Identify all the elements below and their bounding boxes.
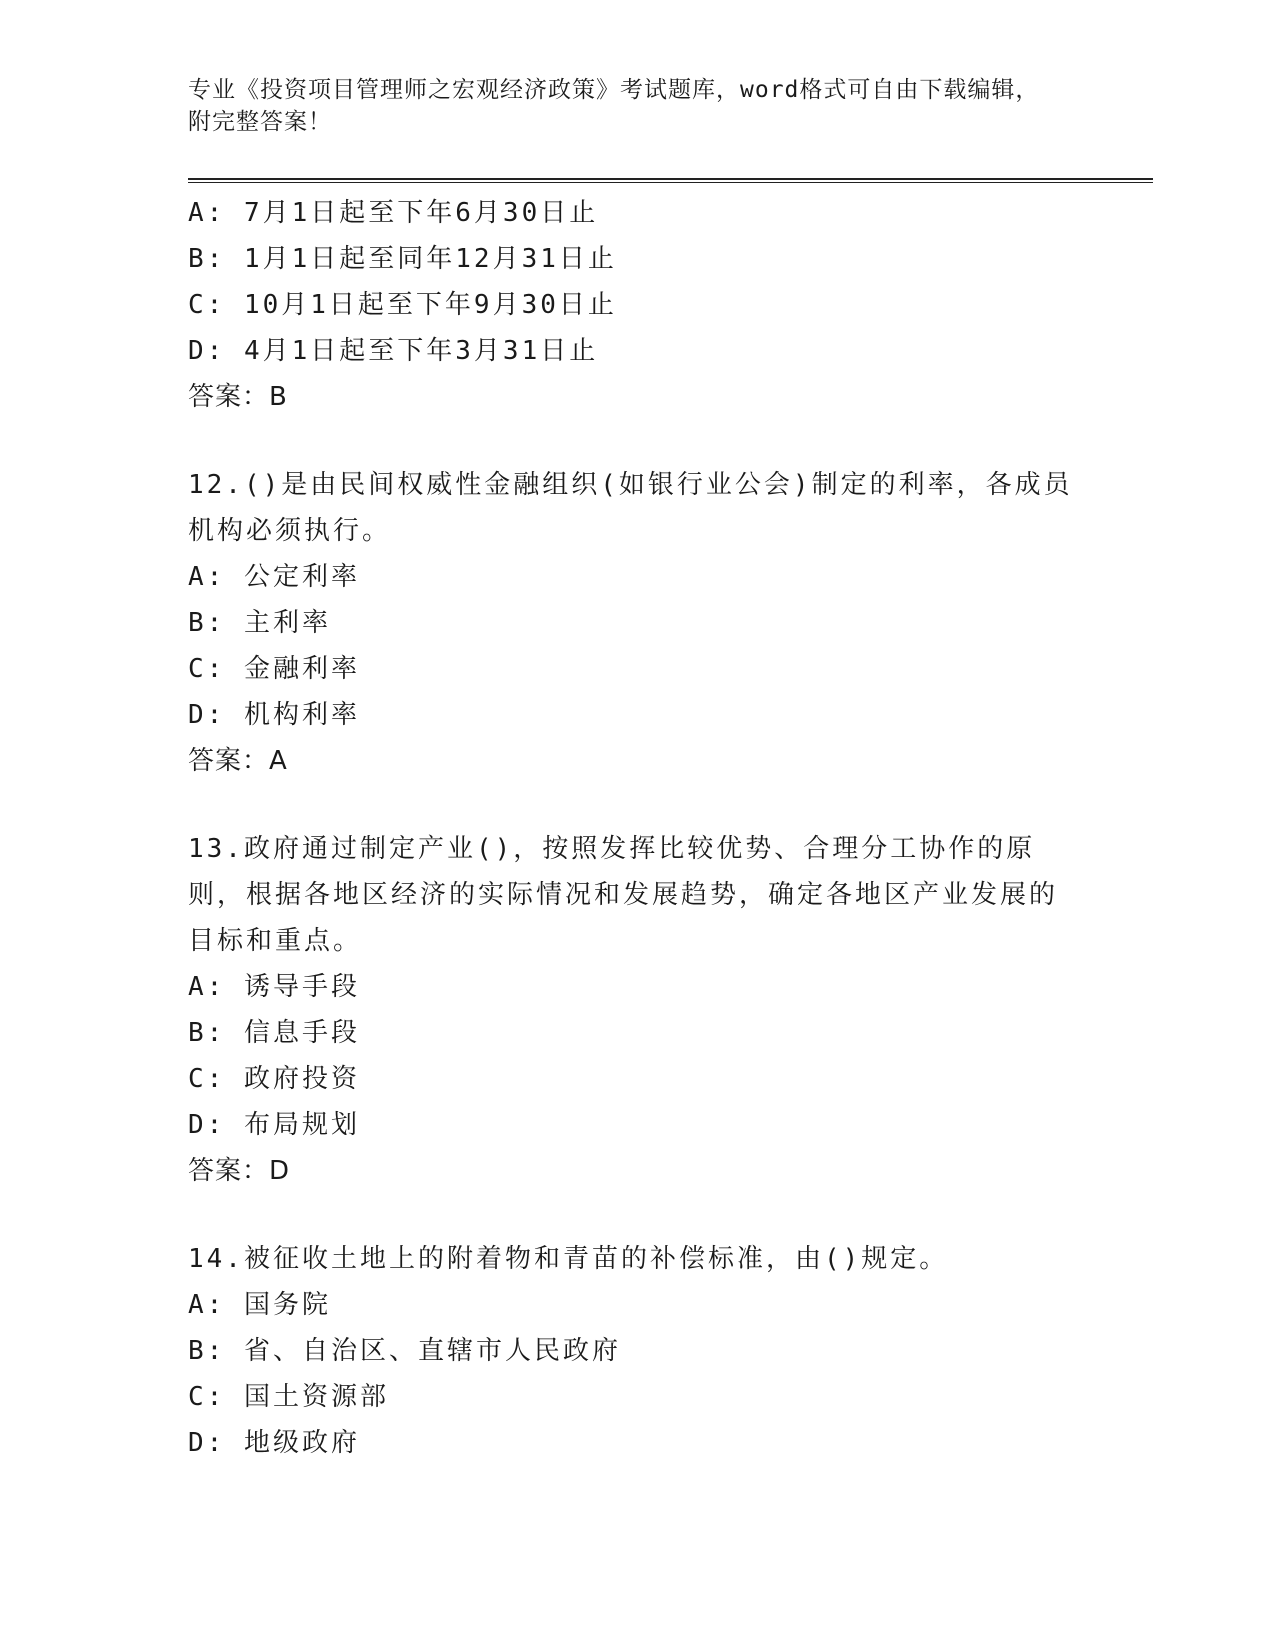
option-d: D: 机构利率	[188, 700, 360, 730]
header-divider	[188, 178, 1153, 183]
option-c: C: 国土资源部	[188, 1382, 389, 1412]
option-b: B: 信息手段	[188, 1018, 360, 1048]
question-text: 14.被征收土地上的附着物和青苗的补偿标准，由()规定。	[188, 1244, 949, 1274]
option-d: D: 布局规划	[188, 1110, 360, 1140]
question-12	[188, 462, 1088, 784]
option-d: D: 地级政府	[188, 1428, 360, 1458]
question-13	[188, 826, 1088, 1194]
answer: 答案：D	[188, 1156, 291, 1186]
answer: 答案：A	[188, 746, 288, 776]
document-header	[188, 74, 1088, 138]
question-text: 12.()是由民间权威性金融组织(如银行业公会)制定的利率，各成员机构必须执行。	[188, 470, 1073, 546]
header-line-2: 附完整答案！	[188, 109, 332, 135]
option-b: B: 1月1日起至同年12月31日止	[188, 244, 617, 274]
option-b: B: 主利率	[188, 608, 331, 638]
option-a: A: 诱导手段	[188, 972, 360, 1002]
question-text: 13.政府通过制定产业()，按照发挥比较优势、合理分工协作的原则，根据各地区经济的实际情况和发展趋势，确定各地区产业发展的目标和重点。	[188, 834, 1059, 956]
option-c: C: 金融利率	[188, 654, 360, 684]
question-14	[188, 1236, 1088, 1466]
question-spacer	[188, 1194, 1088, 1236]
answer: 答案：B	[188, 382, 288, 412]
header-line-1: 专业《投资项目管理师之宏观经济政策》考试题库，word格式可自由下载编辑，	[188, 77, 1040, 103]
question-list	[188, 190, 1088, 1466]
question-spacer	[188, 784, 1088, 826]
option-b: B: 省、自治区、直辖市人民政府	[188, 1336, 621, 1366]
option-c: C: 10月1日起至下年9月30日止	[188, 290, 617, 320]
option-c: C: 政府投资	[188, 1064, 360, 1094]
option-a: A: 公定利率	[188, 562, 360, 592]
option-d: D: 4月1日起至下年3月31日止	[188, 336, 599, 366]
question-spacer	[188, 420, 1088, 462]
option-a: A: 国务院	[188, 1290, 331, 1320]
question-11	[188, 190, 1088, 420]
option-a: A: 7月1日起至下年6月30日止	[188, 198, 599, 228]
